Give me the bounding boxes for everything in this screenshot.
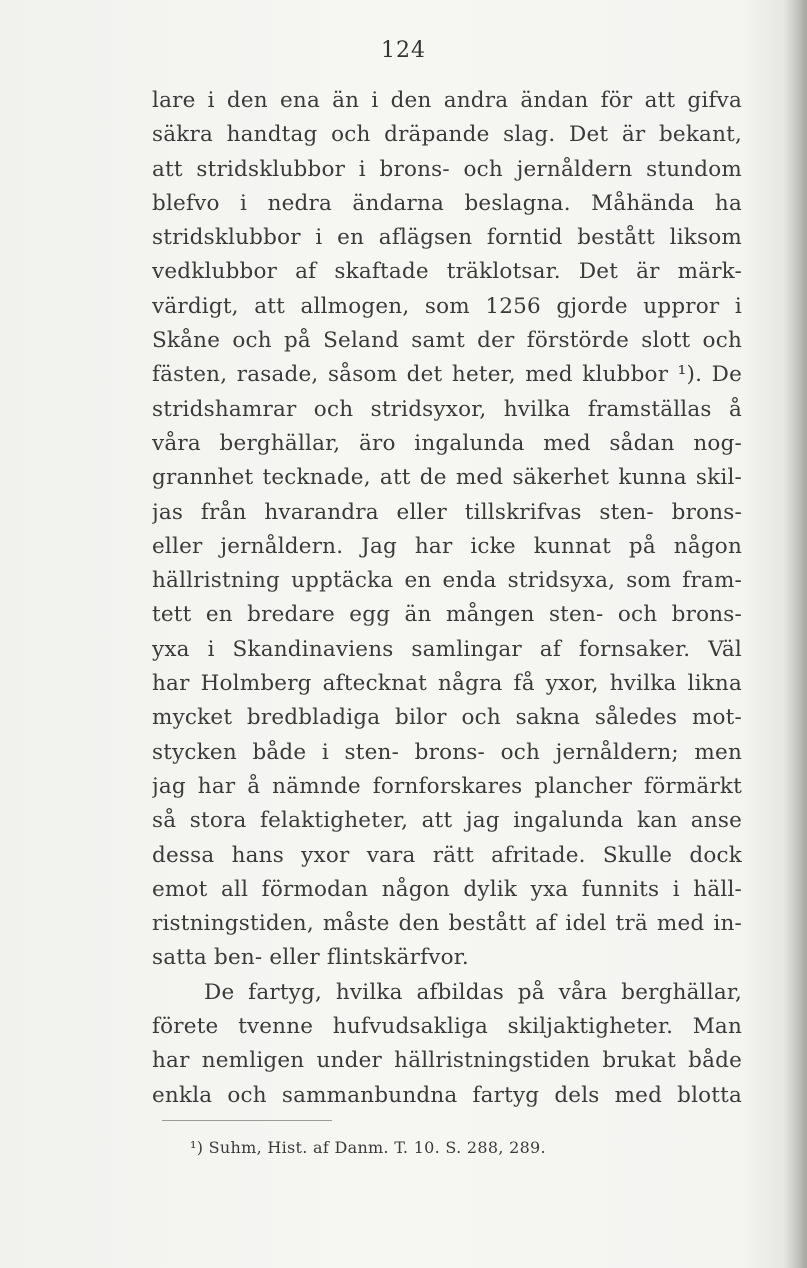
text-line: fästen, rasade, såsom det heter, med klubbor ¹). De xyxy=(152,362,742,388)
text-line: förete tvenne hufvudsakliga skiljaktigheter. Man xyxy=(152,1014,742,1040)
text-line: blefvo i nedra ändarna beslagna. Måhända ha xyxy=(152,190,742,216)
text-line-paragraph-start: De fartyg, hvilka afbildas på våra berghällar, xyxy=(204,979,742,1005)
text-line: så stora felaktigheter, att jag ingalunda kan anse xyxy=(152,808,742,834)
footnote: ¹) Suhm, Hist. af Danm. T. 10. S. 288, 289. xyxy=(190,1138,546,1157)
text-line: våra berghällar, äro ingalunda med sådan nog- xyxy=(152,430,742,456)
text-line: har Holmberg aftecknat några få yxor, hvilka likna xyxy=(152,671,742,697)
text-line: hällristning upptäcka en enda stridsyxa, som fram- xyxy=(152,568,742,594)
text-line: enkla och sammanbundna fartyg dels med blotta xyxy=(152,1082,742,1108)
page-edge-shadow xyxy=(785,0,807,1268)
text-line: eller jernåldern. Jag har icke kunnat på någon xyxy=(152,533,742,559)
text-line: mycket bredbladiga bilor och sakna således mot- xyxy=(152,705,742,731)
text-line: att stridsklubbor i brons- och jernåldern stundom xyxy=(152,156,742,182)
text-line: vedklubbor af skaftade träklotsar. Det är märk- xyxy=(152,259,742,285)
text-line: yxa i Skandinaviens samlingar af fornsaker. Väl xyxy=(152,636,742,662)
text-line: säkra handtag och dräpande slag. Det är bekant, xyxy=(152,122,742,148)
body-text xyxy=(152,84,742,1113)
text-line: jas från hvarandra eller tillskrifvas sten- brons- xyxy=(152,499,742,525)
page-number: 124 xyxy=(381,38,426,63)
text-line: värdigt, att allmogen, som 1256 gjorde uppror i xyxy=(152,293,742,319)
text-line-paragraph-end: satta ben- eller flintskärfvor. xyxy=(152,945,469,971)
text-line: tett en bredare egg än mången sten- och brons- xyxy=(152,602,742,628)
text-line: stridsklubbor i en aflägsen forntid bestått liksom xyxy=(152,225,742,251)
text-line: lare i den ena än i den andra ändan för att gifva xyxy=(152,88,742,113)
text-line: Skåne och på Seland samt der förstörde slott och xyxy=(152,328,742,354)
text-line: jag har å nämnde fornforskares plancher förmärkt xyxy=(152,773,742,799)
text-line: grannhet tecknade, att de med säkerhet kunna skil- xyxy=(152,465,742,491)
text-line: dessa hans yxor vara rätt afritade. Skulle dock xyxy=(152,842,742,868)
text-line: ristningstiden, måste den bestått af idel trä med in- xyxy=(152,911,742,937)
text-line: emot all förmodan någon dylik yxa funnits i häll- xyxy=(152,876,742,902)
text-line: har nemligen under hällristningstiden brukat både xyxy=(152,1048,742,1074)
footnote-divider xyxy=(162,1120,332,1121)
text-line: stycken både i sten- brons- och jernåldern; men xyxy=(152,739,742,765)
text-line: stridshamrar och stridsyxor, hvilka framställas å xyxy=(152,396,742,422)
